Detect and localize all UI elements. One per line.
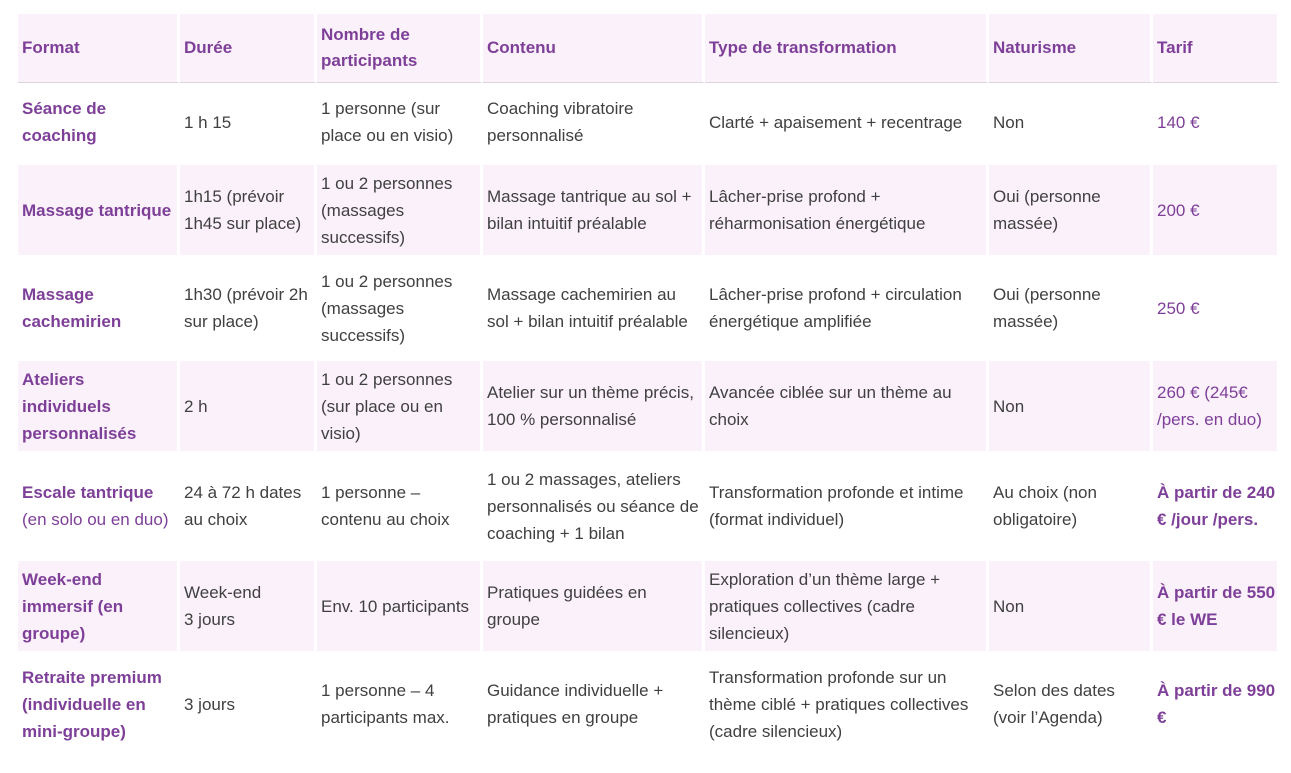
cell-format: Ateliers individuels personnalisés <box>18 357 180 455</box>
cell-transformation: Exploration d’un thème large + pratiques collectives (cadre silencieux) <box>705 557 989 655</box>
cell-naturisme: Non <box>989 357 1153 455</box>
cell-naturisme: Non <box>989 83 1153 161</box>
cell-participants: 1 personne – contenu au choix <box>317 455 483 557</box>
cell-contenu: Massage cachemirien au sol + bilan intuitif préalable <box>483 259 705 357</box>
header-row <box>18 14 1280 83</box>
cell-contenu: Coaching vibratoire personnalisé <box>483 83 705 161</box>
cell-tarif: 250 € <box>1153 259 1280 357</box>
cell-format: Séance de coaching <box>18 83 180 161</box>
cell-format: Massage tantrique <box>18 161 180 259</box>
column-header-tarif: Tarif <box>1153 14 1280 83</box>
column-header-contenu: Contenu <box>483 14 705 83</box>
cell-naturisme: Selon des dates (voir l’Agenda) <box>989 655 1153 753</box>
table-row <box>18 259 1280 357</box>
table-row <box>18 161 1280 259</box>
column-header-naturisme: Naturisme <box>989 14 1153 83</box>
cell-participants: 1 personne (sur place ou en visio) <box>317 83 483 161</box>
table-row <box>18 357 1280 455</box>
cell-duree <box>180 557 317 655</box>
cell-contenu: Pratiques guidées en groupe <box>483 557 705 655</box>
cell-tarif: À partir de 240 € /jour /pers. <box>1153 455 1280 557</box>
cell-naturisme: Au choix (non obligatoire) <box>989 455 1153 557</box>
column-header-format: Format <box>18 14 180 83</box>
cell-tarif: 140 € <box>1153 83 1280 161</box>
cell-duree: 1h15 (prévoir 1h45 sur place) <box>180 161 317 259</box>
cell-duree: 3 jours <box>180 655 317 753</box>
cell-naturisme: Oui (personne massée) <box>989 161 1153 259</box>
format-subtitle: (en solo ou en duo) <box>22 510 169 529</box>
cell-contenu: Massage tantrique au sol + bilan intuitif préalable <box>483 161 705 259</box>
table-row <box>18 83 1280 161</box>
cell-participants: Env. 10 participants <box>317 557 483 655</box>
cell-transformation: Transformation profonde et intime (format individuel) <box>705 455 989 557</box>
cell-format: Retraite premium (individuelle en mini-groupe) <box>18 655 180 753</box>
cell-duree: 2 h <box>180 357 317 455</box>
cell-transformation: Transformation profonde sur un thème ciblé + pratiques collectives (cadre silencieux) <box>705 655 989 753</box>
cell-contenu: Guidance individuelle + pratiques en groupe <box>483 655 705 753</box>
cell-tarif: À partir de 990 € <box>1153 655 1280 753</box>
duree-line-1: Week-end <box>184 583 262 602</box>
cell-transformation: Lâcher-prise profond + circulation énergétique amplifiée <box>705 259 989 357</box>
cell-participants: 1 ou 2 personnes (massages successifs) <box>317 259 483 357</box>
cell-tarif: 200 € <box>1153 161 1280 259</box>
cell-transformation: Lâcher-prise profond + réharmonisation énergétique <box>705 161 989 259</box>
column-header-transformation: Type de transformation <box>705 14 989 83</box>
column-header-duree: Durée <box>180 14 317 83</box>
cell-contenu: Atelier sur un thème précis, 100 % personnalisé <box>483 357 705 455</box>
cell-format <box>18 455 180 557</box>
table-row <box>18 557 1280 655</box>
cell-duree: 1h30 (prévoir 2h sur place) <box>180 259 317 357</box>
cell-format: Week-end immersif (en groupe) <box>18 557 180 655</box>
cell-duree: 1 h 15 <box>180 83 317 161</box>
cell-tarif: 260 € (245€ /pers. en duo) <box>1153 357 1280 455</box>
cell-participants: 1 ou 2 personnes (massages successifs) <box>317 161 483 259</box>
cell-transformation: Clarté + apaisement + recentrage <box>705 83 989 161</box>
offers-table <box>18 14 1280 753</box>
cell-contenu: 1 ou 2 massages, ateliers personnalisés ou séance de coaching + 1 bilan <box>483 455 705 557</box>
table-row <box>18 455 1280 557</box>
cell-tarif: À partir de 550 € le WE <box>1153 557 1280 655</box>
table-row <box>18 655 1280 753</box>
column-header-participants: Nombre de participants <box>317 14 483 83</box>
cell-duree: 24 à 72 h dates au choix <box>180 455 317 557</box>
cell-participants: 1 ou 2 personnes (sur place ou en visio) <box>317 357 483 455</box>
table-body <box>18 83 1280 753</box>
duree-line-2: 3 jours <box>184 610 236 629</box>
cell-naturisme: Oui (personne massée) <box>989 259 1153 357</box>
cell-participants: 1 personne – 4 participants max. <box>317 655 483 753</box>
cell-format: Massage cachemirien <box>18 259 180 357</box>
format-title: Escale tantrique <box>22 483 154 502</box>
cell-naturisme: Non <box>989 557 1153 655</box>
cell-transformation: Avancée ciblée sur un thème au choix <box>705 357 989 455</box>
table-header <box>18 14 1280 83</box>
